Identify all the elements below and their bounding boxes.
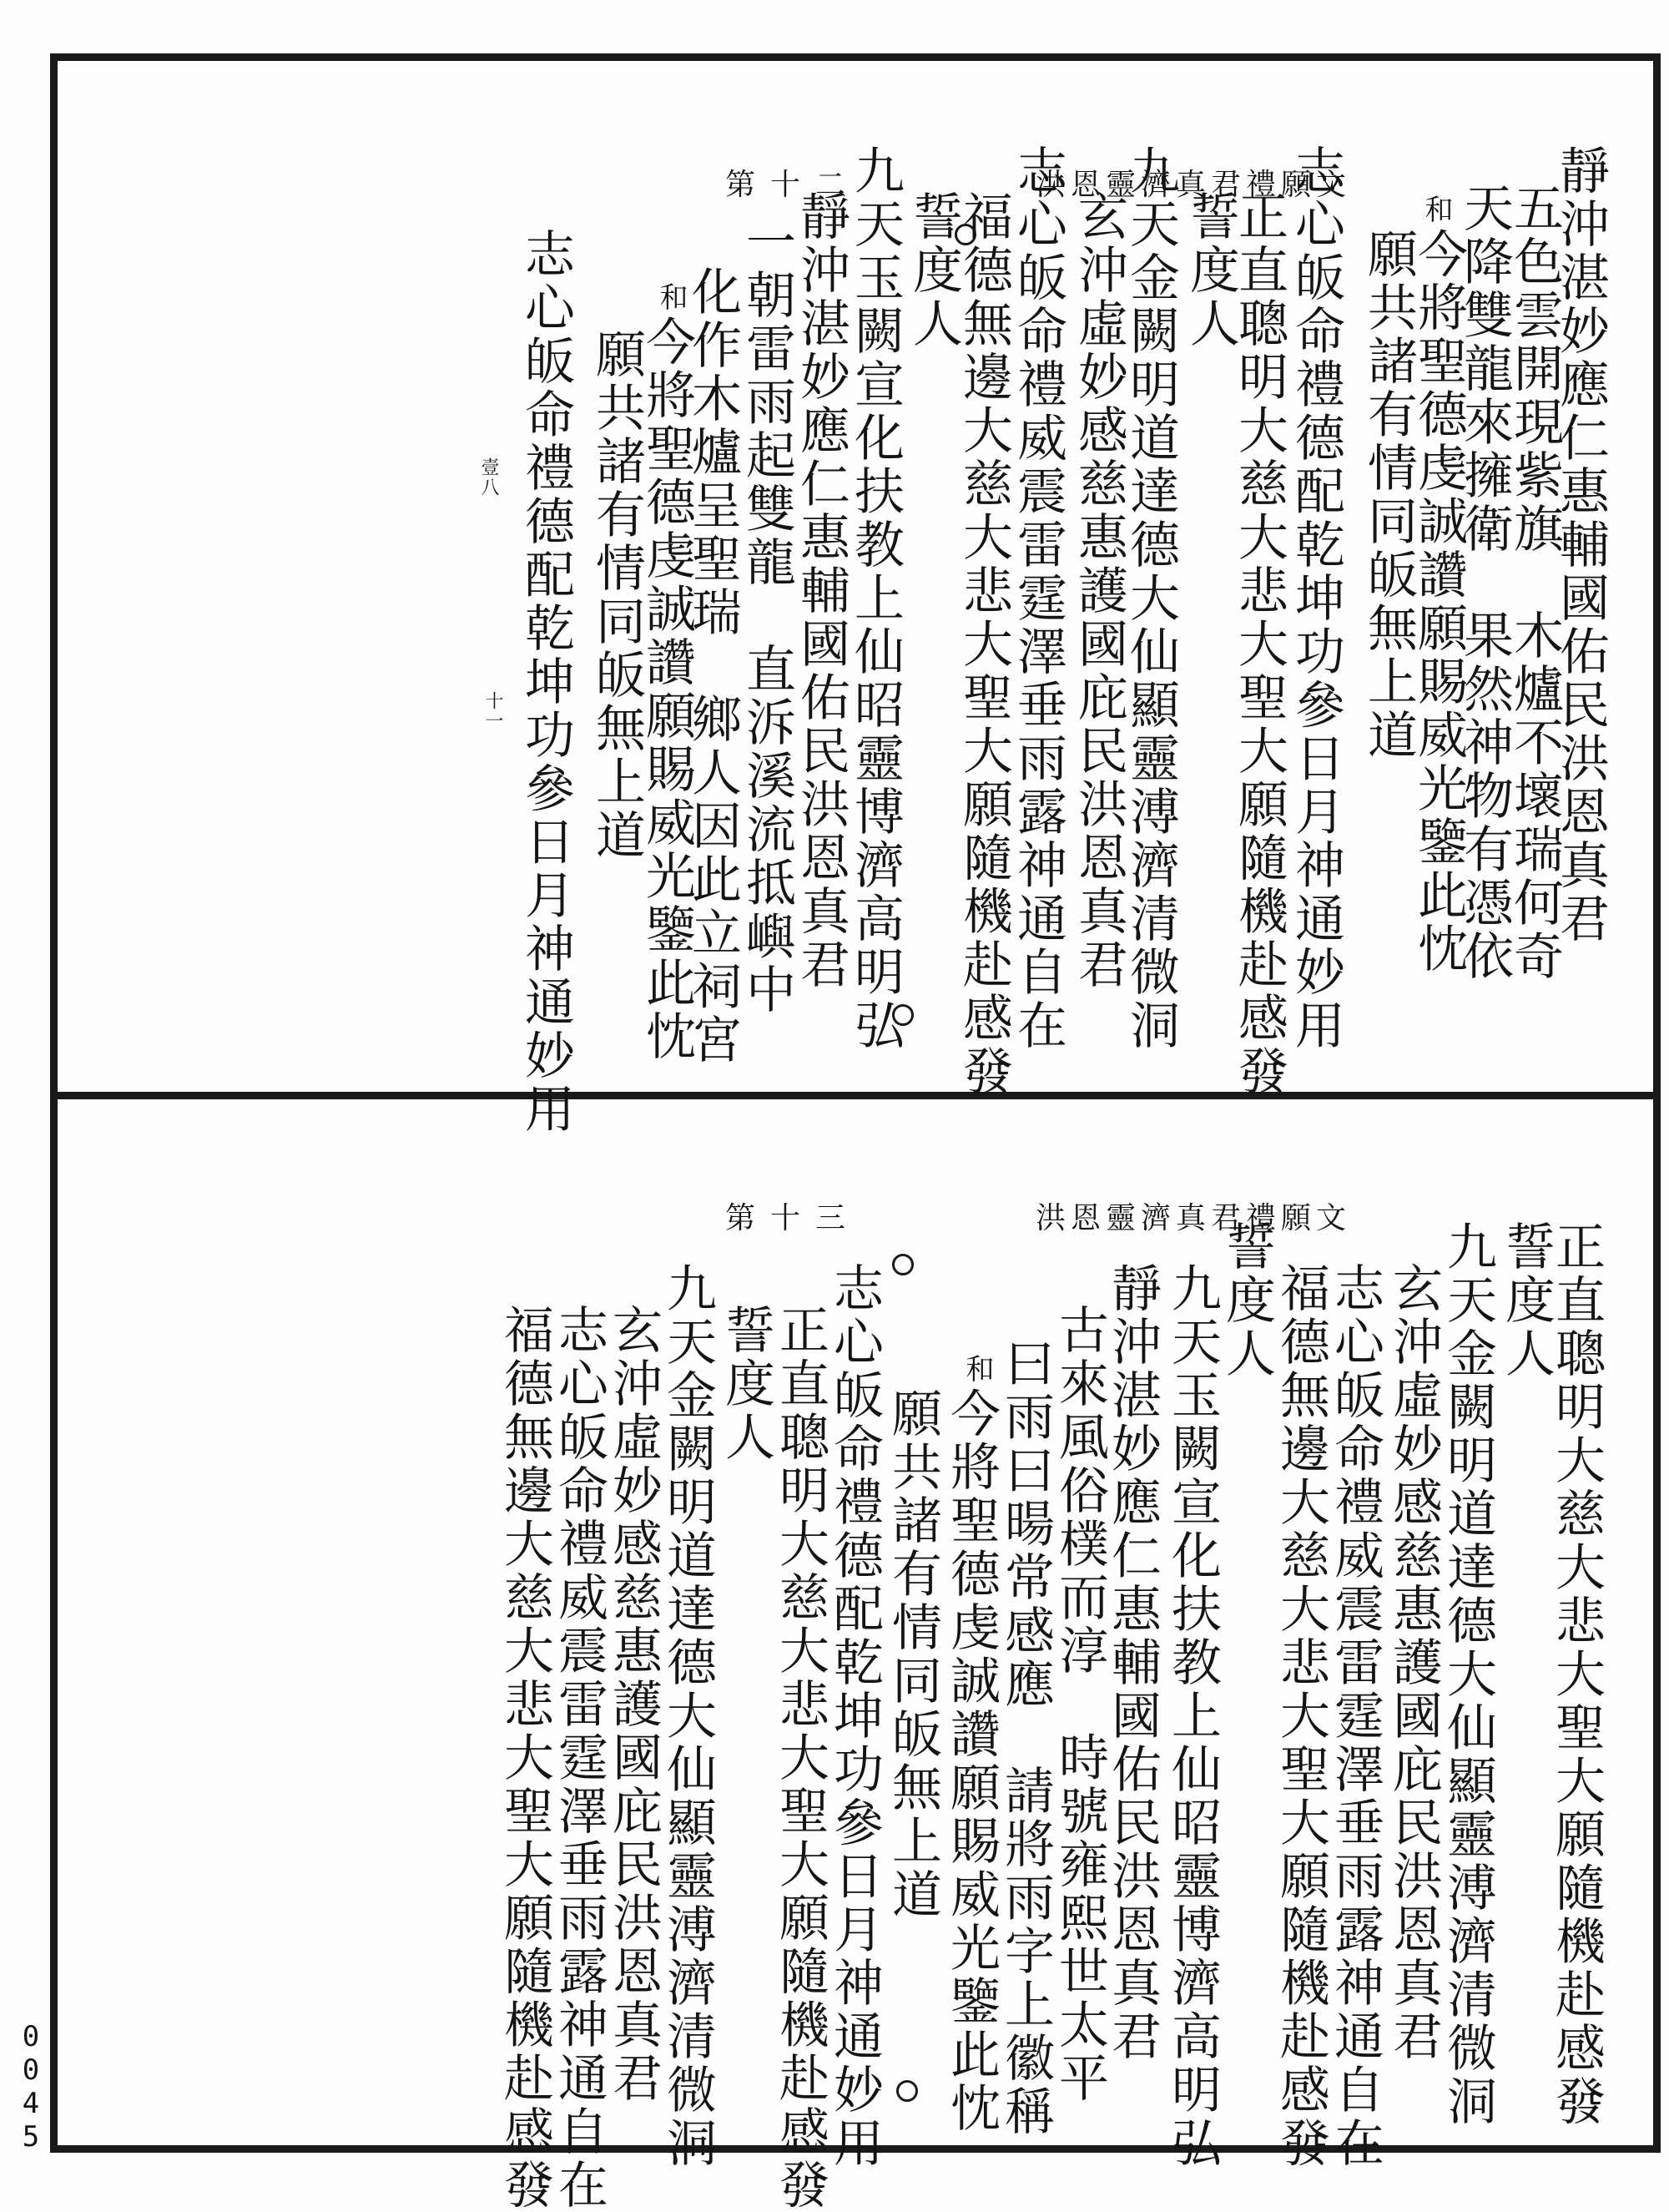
top-line-19: 和 — [654, 282, 688, 317]
top-line-16: 靜沖湛妙應仁惠輔國佑民洪恩真君 — [792, 190, 850, 992]
bottom-running-title: 洪恩靈濟真君禮願文 — [1035, 1201, 1351, 1235]
bottom-leaf-number: 第十三 — [725, 1201, 861, 1235]
bottom-line-2: 誓度人 — [1497, 1220, 1556, 1381]
bottom-page-panel — [58, 1099, 1653, 2212]
bottom-line-16: 正直聰明大慈大悲大聖大願隨機赴感發 — [771, 1304, 829, 2212]
top-line-21: 願共諸有情同皈無上道 — [587, 328, 646, 862]
bottom-line-14: 願共諸有情同皈無上道 — [884, 1387, 942, 1922]
top-marginal-note-1: 十一 — [482, 691, 503, 731]
bottom-line-19: 玄沖虛妙感慈惠護國庇民洪恩真君 — [604, 1304, 663, 2105]
top-line-7: 志心皈命禮德配乾坤功參日月神通妙用 — [1287, 144, 1345, 1053]
top-line-4: 和 — [1419, 194, 1453, 230]
top-line-15: 九天玉闕宣化扶教上仙昭靈博濟高明弘 — [846, 144, 905, 1053]
bottom-line-7: 誓度人 — [1218, 1220, 1276, 1381]
bottom-line-5: 志心皈命禮威震雷霆澤垂雨露神通自在 — [1326, 1262, 1384, 2170]
top-line-1: 靜沖湛妙應仁惠輔國佑民洪恩真君 — [1551, 144, 1610, 946]
top-line-22: 志心皈命禮德配乾坤功參日月神通妙用 — [517, 228, 575, 1136]
bottom-line-1: 正直聰明大慈大悲大聖大願隨機赴感發 — [1547, 1220, 1606, 2129]
top-line-10: 九天金闕明道達德大仙顯靈溥濟清微洞 — [1122, 144, 1180, 1053]
top-line-12: 志心皈命禮威震雷霆澤垂雨露神通自在 — [1009, 144, 1067, 1053]
bottom-circle-marker-1 — [892, 1254, 914, 1275]
bottom-line-12: 和 — [961, 1354, 994, 1389]
page-number-digit-1: 0 — [22, 2020, 40, 2053]
top-line-5: 今將聖德虔誠讚願賜威光鑒此忱 — [1409, 228, 1468, 976]
page-number — [18, 2020, 43, 2154]
top-line-20: 今將聖德虔誠讚願賜威光鑒此忱 — [638, 316, 696, 1063]
half-page-divider — [50, 1092, 1661, 1099]
top-line-6: 願共諸有情同皈無上道 — [1359, 228, 1418, 762]
top-line-8: 正直聰明大慈大悲大聖大願隨機赴感發 — [1230, 190, 1288, 1098]
bottom-line-9: 靜沖湛妙應仁惠輔國佑民洪恩真君 — [1103, 1262, 1162, 2063]
page-number-digit-3: 4 — [22, 2087, 40, 2120]
top-page-panel — [58, 61, 1653, 1136]
top-running-title: 洪恩靈濟真君禮願文 — [1035, 168, 1351, 202]
bottom-line-17: 誓度人 — [717, 1304, 775, 1464]
top-line-14: 誓度人 — [905, 190, 963, 351]
top-leaf-number: 第十二 — [725, 168, 861, 202]
page-number-digit-4: 5 — [22, 2120, 40, 2154]
top-line-9: 誓度人 — [1182, 190, 1240, 351]
bottom-line-21: 福德無邊大慈大悲大聖大願隨機赴感發 — [496, 1304, 554, 2212]
top-line-3: 天降雙龍來擁衛 果然神物有憑依 — [1455, 182, 1514, 983]
bottom-line-3: 九天金闕明道達德大仙顯靈溥濟清微洞 — [1439, 1220, 1497, 2129]
bottom-line-13: 今將聖德虔誠讚願賜威光鑒此忱 — [942, 1387, 1001, 2135]
bottom-line-15: 志心皈命禮德配乾坤功參日月神通妙用 — [825, 1262, 884, 2170]
bottom-line-4: 玄沖虛妙感慈惠護國庇民洪恩真君 — [1384, 1262, 1443, 2063]
bottom-circle-marker-2 — [896, 2080, 918, 2102]
bottom-line-11: 曰雨曰暘常感應 請將雨字上徽稱 — [996, 1337, 1055, 2139]
top-line-2: 五色雲開現紫旗 木爐不壞瑞何奇 — [1505, 182, 1564, 983]
bottom-line-18: 九天金闕明道達德大仙顯靈溥濟清微洞 — [658, 1262, 717, 2170]
page-number-digit-2: 0 — [22, 2053, 40, 2087]
top-line-13: 福德無邊大慈大悲大聖大願隨機赴感發 — [955, 190, 1013, 1098]
top-marginal-note-2: 壹八 — [478, 457, 499, 497]
top-line-11: 玄沖虛妙感慈惠護國庇民洪恩真君 — [1070, 190, 1128, 992]
bottom-line-8: 九天玉闕宣化扶教上仙昭靈博濟高明弘 — [1163, 1262, 1222, 2170]
top-line-17: 一朝雷雨起雙龍 直泝溪流抵嶼中 — [738, 215, 796, 1017]
bottom-line-20: 志心皈命禮威震雷霆澤垂雨露神通自在 — [550, 1304, 608, 2212]
bottom-line-10: 古來風俗樸而淳 時號雍熙世太平 — [1051, 1304, 1109, 2105]
top-line-18: 化作木爐呈聖瑞 鄉人因此立祠宮 — [683, 265, 742, 1067]
bottom-line-6: 福德無邊大慈大悲大聖大願隨機赴感發 — [1272, 1262, 1330, 2170]
